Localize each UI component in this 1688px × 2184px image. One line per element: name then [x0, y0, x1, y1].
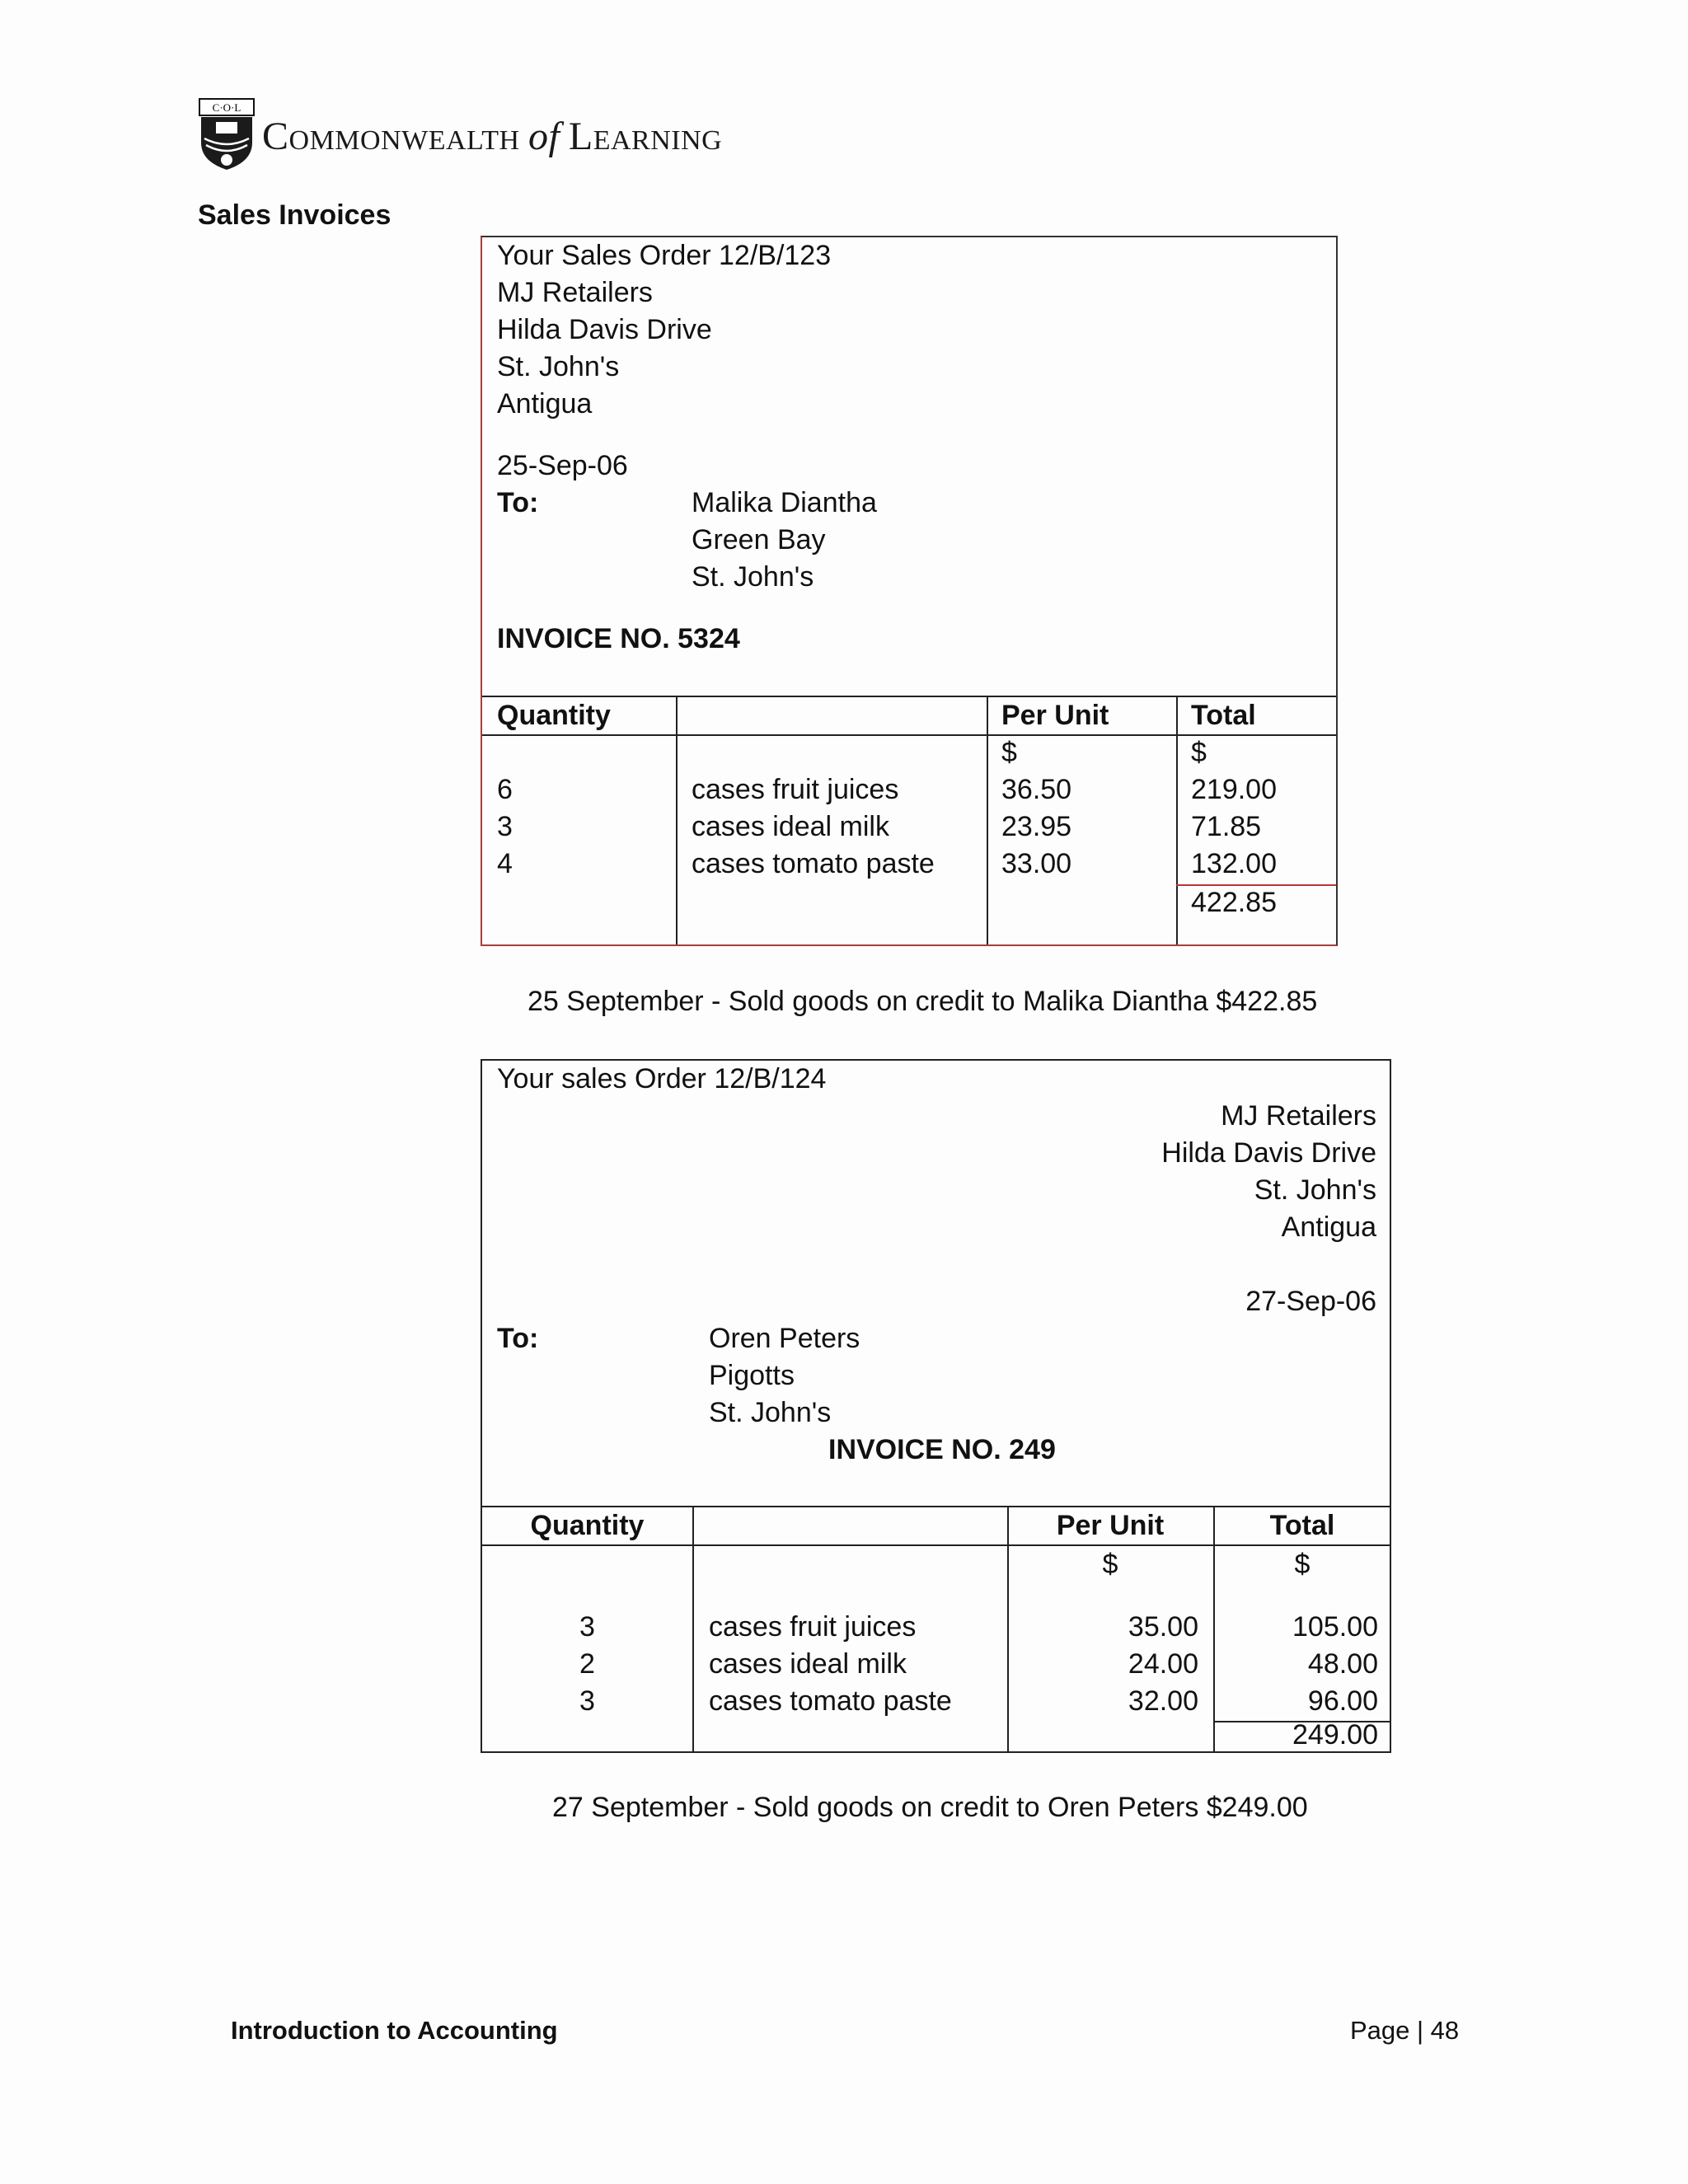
- row-unit: 35.00: [1128, 1611, 1198, 1643]
- column-divider: [987, 696, 988, 944]
- currency-unit: $: [1001, 737, 1017, 768]
- header-total: Total: [1269, 1510, 1335, 1541]
- row-desc: cases tomato paste: [692, 848, 935, 879]
- caption-1: 25 September - Sold goods on credit to Malika Diantha $422.85: [528, 986, 1318, 1017]
- buyer-address: Pigotts: [709, 1360, 795, 1391]
- buyer-name: Oren Peters: [709, 1323, 860, 1354]
- seller-country: Antigua: [1281, 1212, 1376, 1243]
- row-total: 132.00: [1191, 848, 1277, 879]
- seller-country: Antigua: [497, 388, 593, 419]
- row-total: 48.00: [1307, 1648, 1378, 1680]
- row-qty: 2: [579, 1648, 595, 1680]
- column-divider: [692, 1506, 694, 1751]
- seller-street: Hilda Davis Drive: [497, 314, 712, 345]
- seller-name: MJ Retailers: [497, 277, 653, 308]
- seller-street: Hilda Davis Drive: [1161, 1137, 1376, 1169]
- invoice-1: [481, 236, 1338, 946]
- header-quantity: Quantity: [530, 1510, 645, 1541]
- order-ref: Your Sales Order 12/B/123: [497, 240, 832, 271]
- currency-total: $: [1294, 1549, 1311, 1580]
- section-title: Sales Invoices: [198, 199, 392, 231]
- grand-total: 422.85: [1191, 887, 1277, 918]
- buyer-address: Green Bay: [692, 524, 826, 555]
- invoice-date: 27-Sep-06: [1245, 1286, 1376, 1317]
- to-label: To:: [497, 1323, 539, 1354]
- currency-total: $: [1191, 737, 1207, 768]
- buyer-city: St. John's: [709, 1397, 832, 1428]
- row-unit: 32.00: [1128, 1685, 1198, 1717]
- seller-city: St. John's: [1254, 1174, 1376, 1206]
- row-desc: cases fruit juices: [709, 1611, 917, 1643]
- invoice-date: 25-Sep-06: [497, 450, 628, 481]
- logo-text-part2: Learning: [568, 115, 723, 158]
- row-desc: cases tomato paste: [709, 1685, 952, 1717]
- row-qty: 3: [579, 1685, 595, 1717]
- header-per-unit: Per Unit: [1056, 1510, 1165, 1541]
- header-per-unit: Per Unit: [1001, 700, 1109, 731]
- row-qty: 6: [497, 774, 513, 805]
- column-divider: [1176, 696, 1178, 944]
- row-total: 71.85: [1191, 811, 1262, 842]
- header-total: Total: [1191, 700, 1256, 731]
- row-total: 96.00: [1307, 1685, 1378, 1717]
- page-number: Page | 48: [1350, 2016, 1460, 2045]
- header-quantity: Quantity: [497, 700, 611, 731]
- row-qty: 4: [497, 848, 513, 879]
- logo-wordmark: [262, 114, 722, 159]
- row-total: 219.00: [1191, 774, 1277, 805]
- buyer-name: Malika Diantha: [692, 487, 877, 518]
- currency-unit: $: [1102, 1549, 1118, 1580]
- row-unit: 24.00: [1128, 1648, 1198, 1680]
- buyer-city: St. John's: [692, 561, 814, 593]
- col-logo: [198, 97, 723, 171]
- seller-city: St. John's: [497, 351, 620, 382]
- invoice-2: [481, 1059, 1391, 1753]
- row-total: 105.00: [1292, 1611, 1378, 1643]
- row-desc: cases ideal milk: [692, 811, 889, 842]
- invoice-number: INVOICE NO. 5324: [497, 623, 740, 654]
- header-bottom-rule: [482, 734, 1336, 736]
- caption-2: 27 September - Sold goods on credit to Oren Peters $249.00: [552, 1792, 1308, 1823]
- col-shield-icon: [198, 97, 256, 171]
- logo-text-part1: Commonwealth: [262, 115, 520, 158]
- row-unit: 33.00: [1001, 848, 1072, 879]
- row-desc: cases ideal milk: [709, 1648, 907, 1680]
- row-qty: 3: [579, 1611, 595, 1643]
- invoice-number: INVOICE NO. 249: [828, 1434, 1056, 1465]
- logo-badge-text: C·O·L: [212, 101, 241, 114]
- seller-name: MJ Retailers: [1221, 1100, 1376, 1132]
- grand-total: 249.00: [1292, 1719, 1378, 1750]
- row-unit: 23.95: [1001, 811, 1072, 842]
- logo-text-of: of: [528, 115, 560, 158]
- to-label: To:: [497, 487, 539, 518]
- row-unit: 36.50: [1001, 774, 1072, 805]
- column-divider: [676, 696, 678, 944]
- row-desc: cases fruit juices: [692, 774, 899, 805]
- row-qty: 3: [497, 811, 513, 842]
- order-ref: Your sales Order 12/B/124: [497, 1063, 827, 1094]
- footer-title: Introduction to Accounting: [231, 2016, 558, 2045]
